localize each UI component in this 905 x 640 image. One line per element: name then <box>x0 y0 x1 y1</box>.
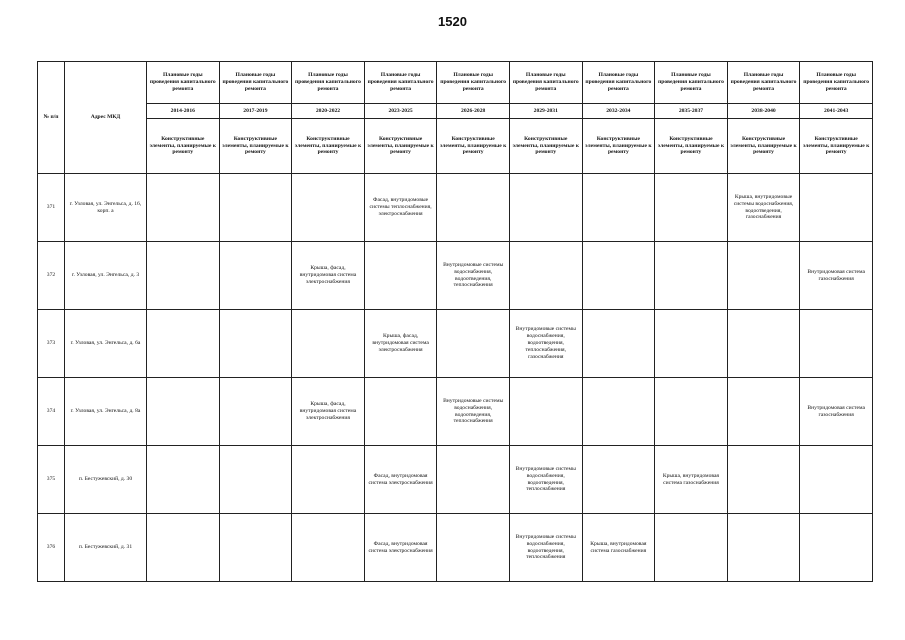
repair-elements-cell <box>509 242 582 310</box>
repair-elements-cell <box>219 378 292 446</box>
page-number: 1520 <box>438 14 467 29</box>
period-title-header: Плановые годы проведения капитального ремонта <box>219 62 292 104</box>
repair-elements-cell: Внутридомовая система газоснабжения <box>800 242 873 310</box>
table-row <box>38 174 873 242</box>
period-title-header: Плановые годы проведения капитального ремонта <box>437 62 510 104</box>
repair-elements-cell <box>800 514 873 582</box>
row-number-cell: 376 <box>38 514 65 582</box>
repair-elements-cell <box>147 242 220 310</box>
period-elements-header: Конструктивные элементы, планируемые к ремонту <box>437 119 510 174</box>
header-title-row <box>38 62 873 104</box>
repair-elements-cell <box>582 446 655 514</box>
repair-elements-cell <box>364 378 437 446</box>
repair-elements-cell: Крыша, фасад, внутридомовая система электроснабжения <box>364 310 437 378</box>
period-elements-header: Конструктивные элементы, планируемые к ремонту <box>582 119 655 174</box>
repair-elements-cell: Фасад, внутридомовая система электроснабжения <box>364 446 437 514</box>
table-row <box>38 514 873 582</box>
period-years-header: 2020-2022 <box>292 104 365 119</box>
period-title-header: Плановые годы проведения капитального ремонта <box>800 62 873 104</box>
period-years-header: 2038-2040 <box>727 104 800 119</box>
repair-elements-cell: Фасад, внутридомовые системы теплоснабжения, электроснабжения <box>364 174 437 242</box>
repair-elements-cell <box>437 310 510 378</box>
row-number-cell: 374 <box>38 378 65 446</box>
repair-elements-cell <box>800 446 873 514</box>
repair-elements-cell <box>219 174 292 242</box>
repair-elements-cell <box>582 378 655 446</box>
repair-elements-cell <box>582 242 655 310</box>
repair-elements-cell <box>437 174 510 242</box>
period-years-header: 2017-2019 <box>219 104 292 119</box>
repair-elements-cell <box>509 174 582 242</box>
period-elements-header: Конструктивные элементы, планируемые к ремонту <box>727 119 800 174</box>
period-elements-header: Конструктивные элементы, планируемые к ремонту <box>147 119 220 174</box>
address-cell: г. Узловая, ул. Энгельса, д. 6а <box>65 310 147 378</box>
table-row <box>38 378 873 446</box>
table-body <box>38 174 873 582</box>
repair-elements-cell <box>437 514 510 582</box>
repair-elements-cell <box>727 310 800 378</box>
period-elements-header: Конструктивные элементы, планируемые к ремонту <box>364 119 437 174</box>
repair-elements-cell <box>655 514 728 582</box>
period-title-header: Плановые годы проведения капитального ремонта <box>292 62 365 104</box>
repair-elements-cell: Крыша, фасад, внутридомовая система электроснабжения <box>292 242 365 310</box>
repair-elements-cell <box>147 514 220 582</box>
period-elements-header: Конструктивные элементы, планируемые к ремонту <box>509 119 582 174</box>
repair-elements-cell <box>292 446 365 514</box>
repair-elements-cell <box>437 446 510 514</box>
period-elements-header: Конструктивные элементы, планируемые к ремонту <box>655 119 728 174</box>
repair-elements-cell: Внутридомовые системы водоснабжения, водоотведения, теплоснабжения <box>509 446 582 514</box>
table-row <box>38 446 873 514</box>
repair-elements-cell <box>727 514 800 582</box>
repair-elements-cell <box>727 378 800 446</box>
period-years-header: 2023-2025 <box>364 104 437 119</box>
period-title-header: Плановые годы проведения капитального ремонта <box>727 62 800 104</box>
header-elements-row <box>38 119 873 174</box>
repair-elements-cell: Крыша, внутридомовая система газоснабжения <box>655 446 728 514</box>
table-header <box>38 62 873 174</box>
period-years-header: 2032-2034 <box>582 104 655 119</box>
repair-elements-cell <box>292 310 365 378</box>
repair-elements-cell: Внутридомовые системы водоснабжения, водоотведения, теплоснабжения <box>437 242 510 310</box>
repair-elements-cell: Внутридомовые системы водоснабжения, водоотведения, теплоснабжения, газоснабжения <box>509 310 582 378</box>
repair-elements-cell <box>219 242 292 310</box>
period-years-header: 2029-2031 <box>509 104 582 119</box>
row-number-header: № п/п <box>38 62 65 174</box>
period-years-header: 2026-2028 <box>437 104 510 119</box>
header-years-row <box>38 104 873 119</box>
repair-elements-cell <box>509 378 582 446</box>
table-row <box>38 310 873 378</box>
repair-elements-cell <box>364 242 437 310</box>
period-title-header: Плановые годы проведения капитального ремонта <box>364 62 437 104</box>
repair-elements-cell: Внутридомовые системы водоснабжения, водоотведения, теплоснабжения <box>509 514 582 582</box>
repair-elements-cell <box>147 310 220 378</box>
period-elements-header: Конструктивные элементы, планируемые к ремонту <box>219 119 292 174</box>
row-number-cell: 372 <box>38 242 65 310</box>
repair-elements-cell: Крыша, внутридомовые системы водоснабжения, водоотведения, газоснабжения <box>727 174 800 242</box>
repair-elements-cell <box>292 174 365 242</box>
repair-elements-cell <box>147 378 220 446</box>
repair-elements-cell <box>582 174 655 242</box>
repair-elements-cell <box>655 174 728 242</box>
repair-elements-cell: Внутридомовая система газоснабжения <box>800 378 873 446</box>
repair-elements-cell <box>147 174 220 242</box>
repair-elements-cell <box>219 514 292 582</box>
period-years-header: 2014-2016 <box>147 104 220 119</box>
repair-elements-cell <box>292 514 365 582</box>
repair-elements-cell: Крыша, фасад, внутридомовая система электроснабжения <box>292 378 365 446</box>
address-cell: п. Бестужевский, д. 30 <box>65 446 147 514</box>
row-number-cell: 373 <box>38 310 65 378</box>
period-title-header: Плановые годы проведения капитального ремонта <box>582 62 655 104</box>
address-cell: г. Узловая, ул. Энгельса, д. 8а <box>65 378 147 446</box>
address-header: Адрес МКД <box>65 62 147 174</box>
period-title-header: Плановые годы проведения капитального ремонта <box>147 62 220 104</box>
period-elements-header: Конструктивные элементы, планируемые к ремонту <box>292 119 365 174</box>
repair-elements-cell: Крыша, внутридомовая система газоснабжения <box>582 514 655 582</box>
repair-elements-cell: Внутридомовые системы водоснабжения, водоотведения, теплоснабжения <box>437 378 510 446</box>
repair-elements-cell <box>800 174 873 242</box>
row-number-cell: 375 <box>38 446 65 514</box>
period-title-header: Плановые годы проведения капитального ремонта <box>509 62 582 104</box>
period-title-header: Плановые годы проведения капитального ремонта <box>655 62 728 104</box>
repair-elements-cell <box>727 242 800 310</box>
address-cell: г. Узловая, ул. Энгельса, д. 3 <box>65 242 147 310</box>
repair-elements-cell <box>147 446 220 514</box>
repair-elements-cell <box>655 242 728 310</box>
address-cell: п. Бестужевский, д. 31 <box>65 514 147 582</box>
repair-elements-cell <box>800 310 873 378</box>
table-row <box>38 242 873 310</box>
repair-elements-cell <box>655 378 728 446</box>
address-cell: г. Узловая, ул. Энгельса, д. 16, корп. а <box>65 174 147 242</box>
repair-elements-cell <box>219 310 292 378</box>
capital-repair-table <box>37 61 873 582</box>
repair-elements-cell: Фасад, внутридомовая система электроснабжения <box>364 514 437 582</box>
period-elements-header: Конструктивные элементы, планируемые к ремонту <box>800 119 873 174</box>
period-years-header: 2041-2043 <box>800 104 873 119</box>
row-number-cell: 371 <box>38 174 65 242</box>
period-years-header: 2035-2037 <box>655 104 728 119</box>
repair-elements-cell <box>582 310 655 378</box>
repair-elements-cell <box>655 310 728 378</box>
repair-elements-cell <box>219 446 292 514</box>
repair-elements-cell <box>727 446 800 514</box>
